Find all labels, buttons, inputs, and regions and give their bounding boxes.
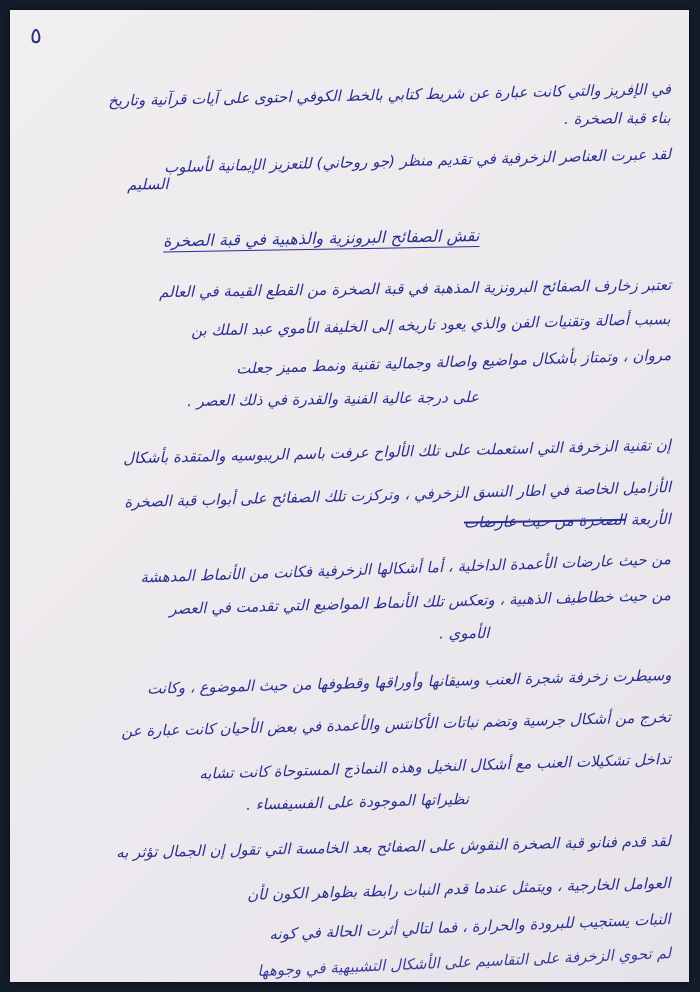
text-line: لقد عبرت العناصر الزخرفية في تقديم منظر (جو روحاني) للتعزيز الإيمانية لأسلوب (163, 145, 672, 177)
struck-out-text: الصخرة من حيث عارضات (464, 510, 627, 532)
text-line: بناء قبة الصخرة . (564, 109, 672, 128)
text-line: لم تحوي الزخرفة على التقاسيم على الأشكال التشبيهية في وجوهها (256, 944, 672, 981)
text-line: الأزاميل الخاصة في اطار النسق الزخرفي ، وتركزت تلك الصفائح على أبواب قبة الصخرة (123, 478, 672, 512)
text-line: الأموي . (438, 624, 490, 643)
text-line: في الإفريز والتي كانت عبارة عن شريط كتابي بالخط الكوفي احتوى على آيات قرآنية وتاريخ (107, 80, 672, 110)
text-line: على درجة عالية الفنية والقدرة في ذلك العصر . (186, 388, 480, 411)
text-line: لقد قدم فنانو قبة الصخرة النقوش على الصفائح بعد الخامسة التي تقول إن الجمال تؤثر به (116, 832, 672, 862)
section-heading: نقش الصفائح البرونزية والذهبية في قبة الصخرة (162, 226, 480, 251)
manuscript-page (10, 10, 689, 982)
text-line: مروان ، وتمتاز بأشكال مواضيع واصالة وجمالية تقنية ونمط مميز جعلت (235, 346, 672, 378)
text-line: من حيث خطاطيف الذهبية ، وتعكس تلك الأنماط المواضيع التي تقدمت في العصر (169, 586, 672, 619)
text-line: السليم (127, 175, 170, 194)
page-number: ٥ (30, 24, 42, 49)
text-line: تعتبر زخارف الصفائح البرونزية المذهبة في قبة الصخرة من القطع القيمة في العالم (158, 276, 672, 302)
text-line: الأربعة (630, 510, 672, 529)
text-line: العوامل الخارجية ، ويتمثل عندما قدم النبات رابطة بظواهر الكون لأن (247, 874, 672, 904)
text-line: النبات يستجيب للبرودة والحرارة ، فما لتالي أثرت الحالة في كونه (269, 910, 672, 944)
text-line: نظيراتها الموجودة على الفسيفساء . (245, 790, 470, 814)
text-line: بسبب أصالة وتقنيات الفن والذي يعود تاريخه إلى الخليفة الأموي عبد الملك بن (191, 310, 672, 340)
text-line: من حيث عارضات الأعمدة الداخلية ، أما أشكالها الزخرفية فكانت من الأنماط المدهشة (140, 550, 672, 587)
text-line: تخرج من أشكال جرسية وتضم نباتات الأكانتس والأعمدة في بعض الأحيان كانت عبارة عن (120, 708, 672, 741)
text-line: وسيطرت زخرفة شجرة العنب وسيقانها وأوراقها وقطوفها من حيث الموضوع ، وكانت (146, 666, 672, 698)
text-line: تداخل تشكيلات العنب مع أشكال النخيل وهذه النماذج المستوحاة كانت تشابه (198, 750, 672, 783)
text-line: إن تقنية الزخرفة التي استعملت على تلك الألواح عرفت باسم الريبوسيه والمتقدة بأشكال (123, 436, 672, 468)
text-line-with-strikethrough (464, 510, 671, 532)
